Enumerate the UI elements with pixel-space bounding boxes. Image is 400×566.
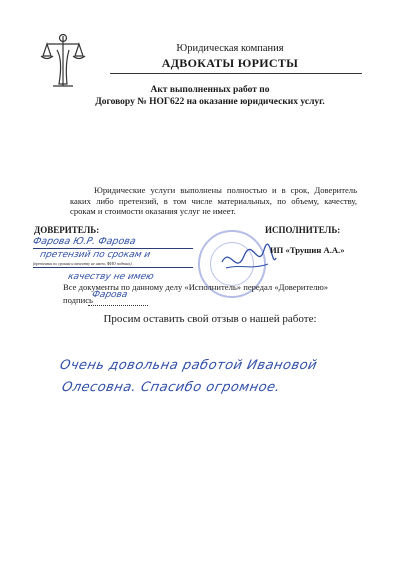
themis-justice-logo <box>37 30 89 90</box>
handover-signature-label: подпись <box>63 295 93 305</box>
client-handwritten-name: Фарова Ю.Р. Фарова <box>31 236 137 247</box>
executor-signature <box>218 240 278 280</box>
act-title <box>60 84 360 108</box>
client-note-line <box>33 267 193 268</box>
completion-statement: Юридические услуги выполнены полностью и в срок, Доверитель каких либо претензий, в том числе материальных, по объему, качеству, срокам и стоимости оказания услуг не имеет. <box>70 185 357 217</box>
handover-statement: Все документы по данному делу «Исполнитель» передал «Доверителю» <box>63 282 329 292</box>
company-title: АДВОКАТЫ ЮРИСТЫ <box>161 56 299 70</box>
executor-label: ИСПОЛНИТЕЛЬ: <box>265 225 341 235</box>
review-text-line-1: Очень довольна работой Ивановой <box>58 358 319 373</box>
header-divider <box>110 73 362 74</box>
handover-signature: Фарова <box>90 290 129 300</box>
review-text-line-2: Олесовна. Спасибо огромное. <box>60 380 282 395</box>
client-label: ДОВЕРИТЕЛЬ: <box>34 225 100 235</box>
executor-name: ИП «Трушин А.А.» <box>270 245 345 255</box>
client-handwritten-note-1: претензий по срокам и <box>38 250 152 260</box>
company-name: Юридическая компания <box>176 43 284 54</box>
client-fine-print: (претензии по срокам и качеству не имею, ФИО подпись) <box>33 261 132 266</box>
act-title-line-1: Акт выполненных работ по <box>150 85 270 95</box>
client-handwritten-note-2: качеству не имею <box>66 272 155 282</box>
client-signature-line <box>33 248 193 249</box>
review-request: Просим оставить свой отзыв о нашей работе: <box>103 313 317 325</box>
act-title-line-2: Договору № НОГ622 на оказание юридических услуг. <box>95 97 325 107</box>
handover-signature-line <box>88 305 148 306</box>
